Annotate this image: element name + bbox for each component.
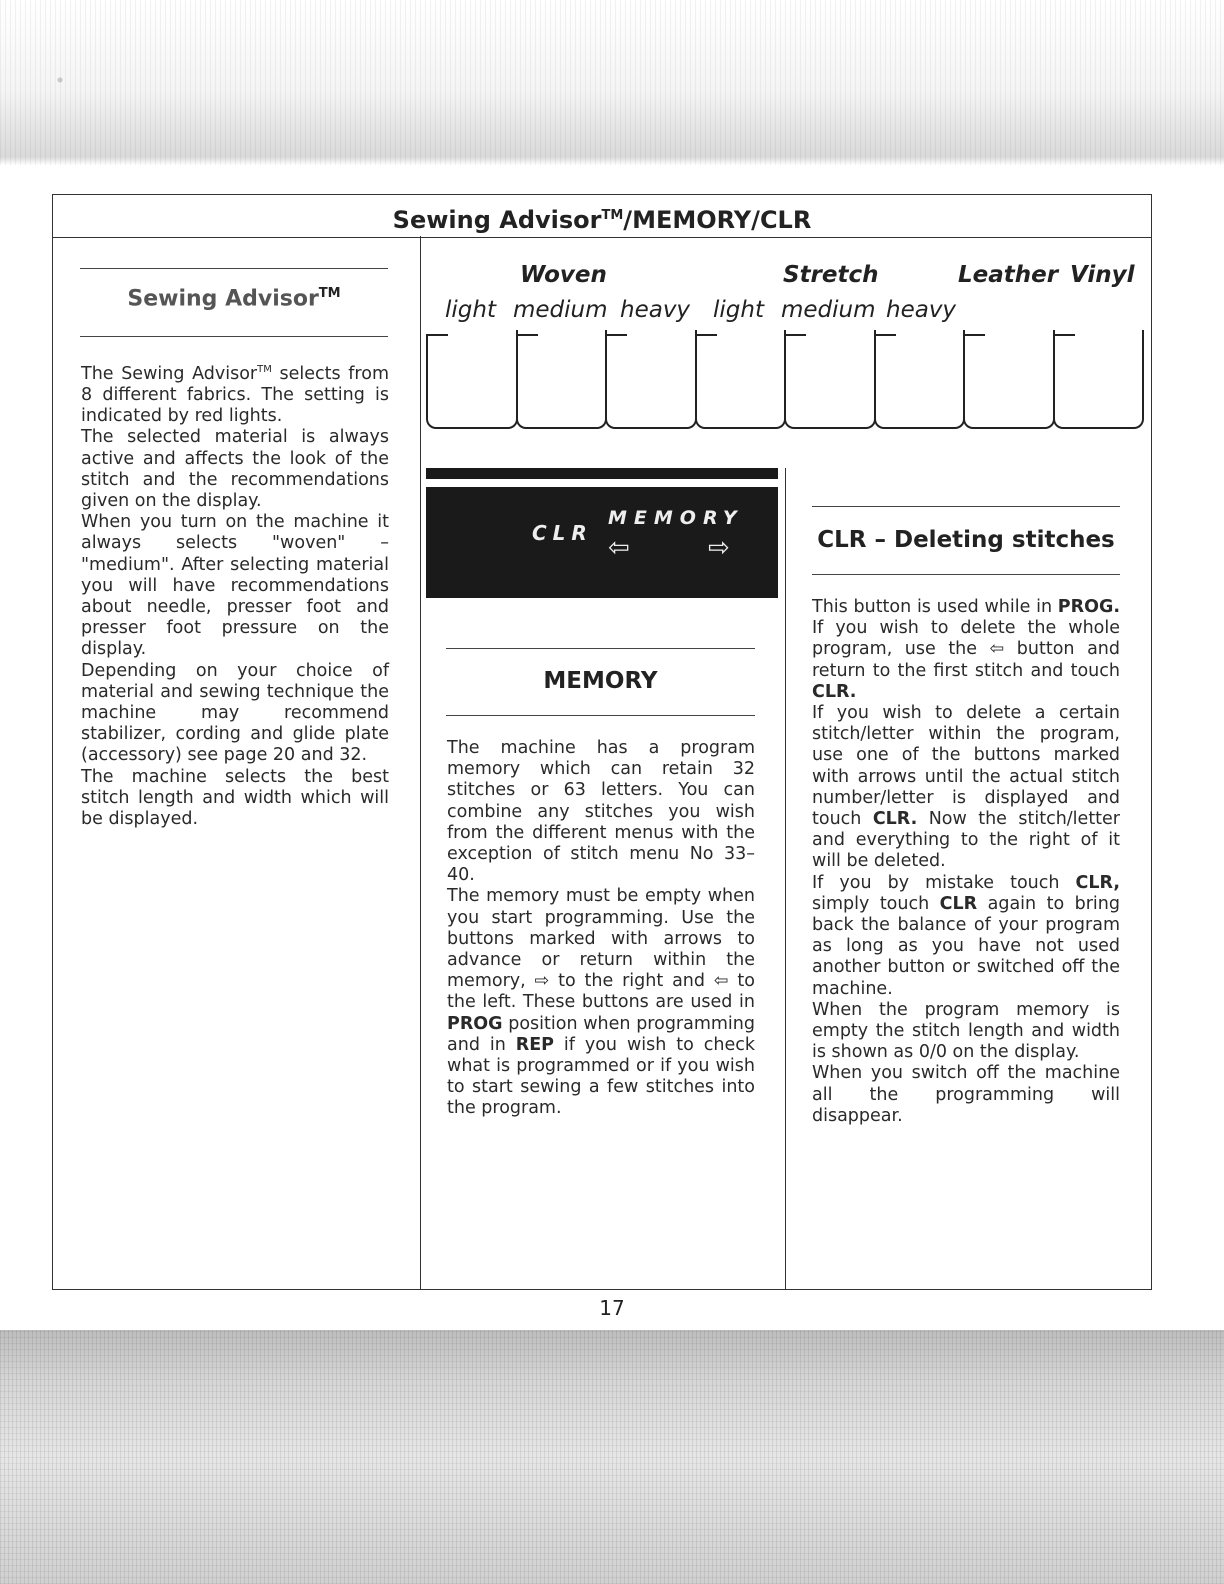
title-bar [53, 195, 1151, 238]
memory-body [447, 738, 755, 1120]
advisor-heading: Sewing Advisor™ [127, 286, 341, 312]
fabric-stretch-medium: medium [781, 297, 876, 323]
fabric-stretch-light: light [713, 297, 764, 323]
fabric-group-stretch: Stretch [783, 262, 879, 288]
advisor-body [81, 359, 389, 830]
clr-heading: CLR – Deleting stitches [817, 527, 1115, 553]
fabric-woven-heavy: heavy [620, 297, 691, 323]
fabric-vinyl: Vinyl [1070, 262, 1135, 288]
clr-paragraph-3: If you by mistake touch CLR, simply touch CLR again to bring back the balance of your program as long as you have not used another button or switched off the machine. [812, 872, 1120, 999]
clr-paragraph-2: If you wish to delete a certain stitch/letter within the program, use one of the buttons marked with arrows until the actual stitch number/letter is displayed and touch CLR. Now the stitch/letter and everything to the right of it will be deleted. [812, 703, 1120, 872]
fabric-stretch-heavy: heavy [886, 297, 957, 323]
fabric-group-woven: Woven [520, 262, 607, 288]
advisor-paragraph-4: Depending on your choice of material and sewing technique the machine may recommend stabilizer, cording and glide plate (accessory) see page 20 and 32. [81, 660, 389, 766]
clr-paragraph-5: When you switch off the machine all the programming will disappear. [812, 1063, 1120, 1126]
scan-noise-top [0, 0, 1224, 165]
fabric-button-leather[interactable] [963, 334, 1055, 429]
fabric-button-woven-heavy[interactable] [605, 334, 697, 429]
fabric-button-woven-light[interactable] [426, 334, 518, 429]
memory-rule-top [446, 648, 755, 649]
column-divider-2 [785, 468, 786, 1290]
clr-body [812, 597, 1120, 1127]
clr-button[interactable]: CLR [532, 521, 593, 545]
advisor-rule-top [80, 268, 388, 269]
clr-paragraph-4: When the program memory is empty the stitch length and width is shown as 0/0 on the display. [812, 999, 1120, 1063]
column-divider-1 [420, 236, 421, 1290]
fabric-button-stretch-heavy[interactable] [874, 334, 966, 429]
advisor-paragraph-1: The Sewing Advisor™ selects from 8 different fabrics. The setting is indicated by red lights. [81, 363, 389, 427]
fabric-leather: Leather [958, 262, 1059, 288]
fabric-button-stretch-medium[interactable] [784, 334, 876, 429]
memory-left-arrow-icon[interactable]: ⇦ [608, 533, 630, 563]
advisor-paragraph-2: The selected material is always active and affects the look of the stitch and the recommendations given on the display. [81, 427, 389, 512]
memory-rule-bottom [446, 715, 755, 716]
memory-paragraph-1: The machine has a program memory which can retain 32 stitches or 63 letters. You can combine any stitches you wish from the different menus with the exception of stitch menu No 33–40. [447, 738, 755, 886]
fabric-selector-buttons [426, 334, 1142, 429]
advisor-paragraph-3: When you turn on the machine it always selects "woven" – "medium". After selecting material you will have recommendations about needle, presser foot and presser foot pressure on the display. [81, 512, 389, 660]
fabric-woven-medium: medium [513, 297, 608, 323]
memory-label: MEMORY [608, 507, 744, 529]
clr-rule-top [812, 506, 1120, 507]
advisor-paragraph-5: The machine selects the best stitch length and width which will be displayed. [81, 766, 389, 830]
advisor-rule-bottom [80, 336, 388, 337]
scan-noise-bottom [0, 1330, 1224, 1584]
memory-paragraph-2: The memory must be empty when you start programming. Use the buttons marked with arrows to advance or return within the memory, ⇨ to the right and ⇦ to the left. These buttons are used in PROG position when programming and in REP if you wish to check what is programmed or if you wish to start sewing a few stitches into the program. [447, 886, 755, 1119]
fabric-button-stretch-light[interactable] [695, 334, 787, 429]
panel-top-strip [426, 468, 778, 479]
memory-heading: MEMORY [543, 668, 658, 694]
clr-rule-bottom [812, 574, 1120, 575]
page-title: Sewing Advisor™/MEMORY/CLR [392, 206, 812, 234]
memory-right-arrow-icon[interactable]: ⇨ [708, 533, 730, 563]
page-number: 17 [599, 1296, 625, 1320]
fabric-woven-light: light [445, 297, 496, 323]
fabric-button-vinyl[interactable] [1053, 334, 1145, 429]
fabric-button-woven-medium[interactable] [516, 334, 608, 429]
clr-paragraph-1: This button is used while in PROG. If you wish to delete the whole program, use the ⇦ button and return to the first stitch and touch CLR. [812, 597, 1120, 702]
memory-clr-panel [426, 487, 778, 598]
